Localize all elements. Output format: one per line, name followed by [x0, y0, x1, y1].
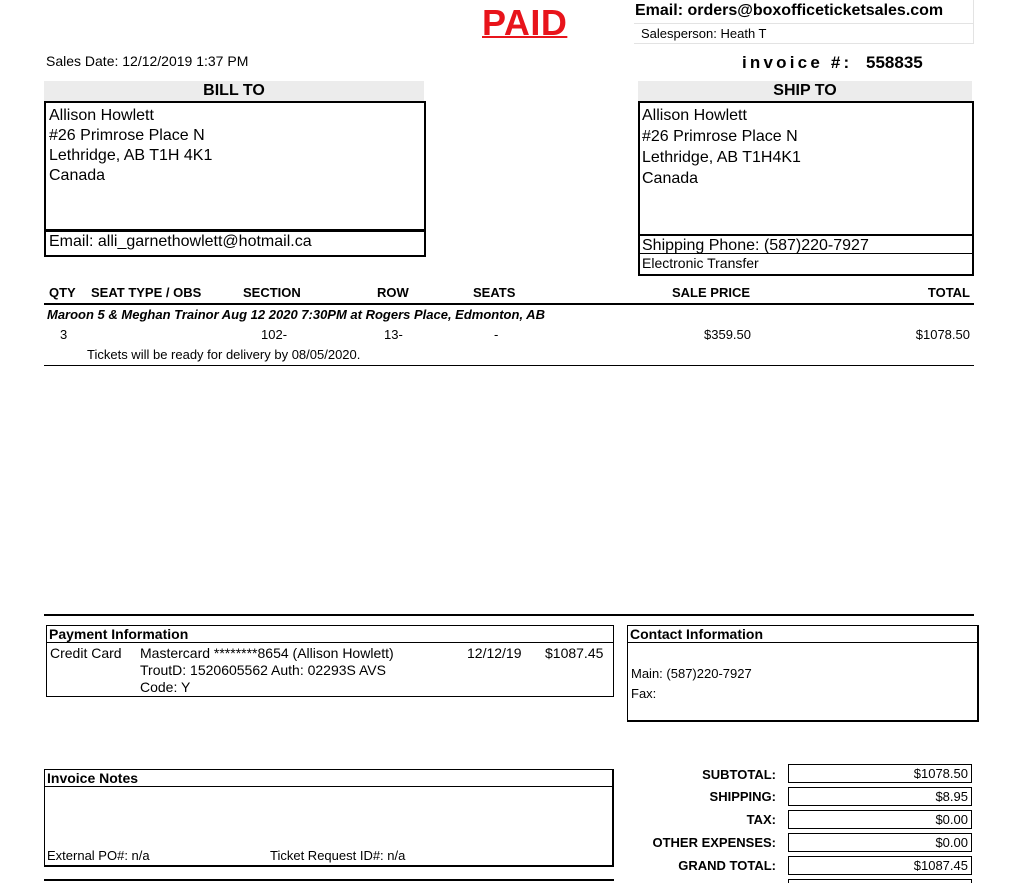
col-total: TOTAL [927, 285, 970, 300]
bill-to-city: Lethridge, AB T1H 4K1 [49, 147, 213, 164]
external-po: External PO#: n/a [47, 848, 150, 863]
other-expenses-value: $0.00 [788, 833, 972, 852]
ship-to-title: SHIP TO [638, 81, 972, 101]
tax-value: $0.00 [788, 810, 972, 829]
paid-stamp: PAID [482, 2, 568, 43]
bill-to-title: BILL TO [44, 81, 424, 101]
ship-to-country: Canada [642, 170, 699, 187]
contact-fax: Fax: [631, 686, 657, 701]
item-row: 13- [384, 327, 403, 342]
table-header-rule [44, 303, 974, 305]
ship-to-box [638, 101, 974, 236]
payment-code: Code: Y [140, 679, 191, 695]
company-email: Email: orders@boxofficeticketsales.com [635, 2, 944, 19]
bill-to-street: #26 Primrose Place N [49, 127, 205, 144]
footer-rule [44, 614, 974, 616]
contact-main: Main: (587)220-7927 [631, 666, 752, 681]
item-sale-price: $359.50 [704, 327, 751, 342]
bill-to-email-box [44, 231, 426, 257]
col-sale-price: SALE PRICE [672, 285, 751, 300]
tax-label: TAX: [746, 812, 776, 827]
payment-info-title: Payment Information [47, 626, 613, 643]
ship-method-box [638, 254, 974, 276]
subtotal-value: $1078.50 [788, 764, 972, 783]
invoice-number: 558835 [866, 53, 923, 72]
item-seats: - [494, 327, 499, 342]
item-total: $1078.50 [915, 327, 970, 342]
bill-to-email: Email: alli_garnethowlett@hotmail.ca [49, 233, 312, 250]
ship-to-phone-box [638, 236, 974, 254]
delivery-note: Tickets will be ready for delivery by 08/05/2020. [87, 347, 361, 362]
item-section: 102- [261, 327, 288, 342]
payment-card: Mastercard ********8654 (Allison Howlett) [140, 645, 394, 661]
contact-info-box [627, 625, 979, 722]
ship-method: Electronic Transfer [642, 255, 759, 271]
col-seat-type: SEAT TYPE / OBS [91, 285, 202, 300]
shipping-label: SHIPPING: [709, 789, 776, 804]
ticket-request-id: Ticket Request ID#: n/a [270, 848, 406, 863]
bill-to-box [44, 101, 426, 231]
invoice-notes-box [44, 769, 614, 867]
col-qty: QTY [49, 285, 76, 300]
ship-to-street: #26 Primrose Place N [642, 128, 798, 145]
sales-date: Sales Date: 12/12/2019 1:37 PM [46, 53, 249, 69]
col-section: SECTION [243, 285, 301, 300]
payment-method: Credit Card [50, 645, 122, 661]
payment-trout: TroutD: 1520605562 Auth: 02293S AVS [140, 662, 386, 678]
bill-to-name: Allison Howlett [49, 107, 154, 124]
col-seats: SEATS [473, 285, 516, 300]
totals-next-edge [788, 879, 972, 883]
ship-to-city: Lethridge, AB T1H4K1 [642, 149, 801, 166]
subtotal-label: SUBTOTAL: [702, 767, 776, 782]
payment-amount: $1087.45 [545, 645, 604, 661]
payment-date: 12/12/19 [467, 645, 522, 661]
ship-to-phone: Shipping Phone: (587)220-7927 [642, 237, 869, 254]
item-qty: 3 [60, 327, 68, 342]
ship-to-name: Allison Howlett [642, 107, 747, 124]
invoice-label: invoice #: [742, 53, 853, 72]
col-row: ROW [377, 285, 409, 300]
other-expenses-label: OTHER EXPENSES: [652, 835, 776, 850]
shipping-value: $8.95 [788, 787, 972, 806]
contact-info-title: Contact Information [628, 626, 977, 643]
bill-to-country: Canada [49, 167, 106, 184]
grand-total-value: $1087.45 [788, 856, 972, 875]
payment-info-box [46, 625, 614, 697]
next-box-edge [44, 879, 614, 883]
invoice-notes-title: Invoice Notes [45, 770, 612, 787]
grand-total-label: GRAND TOTAL: [678, 858, 776, 873]
event-title: Maroon 5 & Meghan Trainor Aug 12 2020 7:30PM at Rogers Place, Edmonton, AB [47, 307, 545, 322]
salesperson: Salesperson: Heath T [641, 26, 767, 41]
table-end-rule [44, 365, 974, 366]
